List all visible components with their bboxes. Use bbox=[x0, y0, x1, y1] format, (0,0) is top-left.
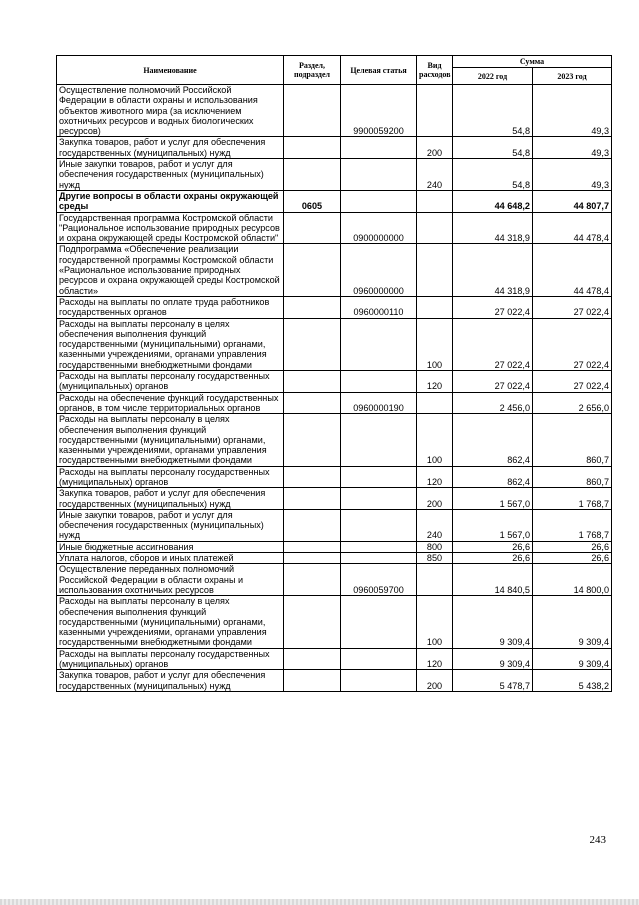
cell-sum-2022: 1 567,0 bbox=[453, 488, 533, 510]
table-row bbox=[57, 190, 612, 212]
footer-strip bbox=[0, 899, 639, 905]
table-row bbox=[57, 509, 612, 541]
cell-name: Осуществление переданных полномочий Российской Федерации в области охраны и использования охотничьих ресурсов bbox=[57, 564, 284, 596]
cell-name: Государственная программа Костромской области "Рациональное использование природных ресурсов и охрана окружающей среды Костромской области" bbox=[57, 212, 284, 244]
cell-sum-2023: 26,6 bbox=[533, 541, 612, 552]
cell-name: Уплата налогов, сборов и иных платежей bbox=[57, 553, 284, 564]
cell-name: Закупка товаров, работ и услуг для обеспечения государственных (муниципальных) нужд bbox=[57, 488, 284, 510]
header-sum: Сумма bbox=[453, 56, 612, 68]
cell-name: Закупка товаров, работ и услуг для обеспечения государственных (муниципальных) нужд bbox=[57, 670, 284, 692]
table-row bbox=[57, 596, 612, 648]
table-row bbox=[57, 137, 612, 159]
table-row bbox=[57, 212, 612, 244]
cell-sum-2022: 14 840,5 bbox=[453, 564, 533, 596]
budget-table bbox=[56, 55, 612, 692]
cell-section bbox=[284, 414, 341, 466]
cell-article: 0960000110 bbox=[341, 296, 417, 318]
cell-article bbox=[341, 488, 417, 510]
cell-section bbox=[284, 212, 341, 244]
cell-section bbox=[284, 670, 341, 692]
header-section: Раздел, подраздел bbox=[284, 56, 341, 85]
cell-section bbox=[284, 244, 341, 296]
cell-article bbox=[341, 648, 417, 670]
cell-name: Расходы на выплаты по оплате труда работников государственных органов bbox=[57, 296, 284, 318]
cell-section bbox=[284, 488, 341, 510]
cell-name: Иные закупки товаров, работ и услуг для обеспечения государственных (муниципальных) нужд bbox=[57, 509, 284, 541]
cell-sum-2023: 44 807,7 bbox=[533, 190, 612, 212]
cell-sum-2022: 54,8 bbox=[453, 85, 533, 137]
cell-expense-type bbox=[417, 564, 453, 596]
cell-section bbox=[284, 509, 341, 541]
cell-sum-2022: 862,4 bbox=[453, 414, 533, 466]
cell-sum-2023: 860,7 bbox=[533, 414, 612, 466]
cell-name: Расходы на выплаты персоналу государственных (муниципальных) органов bbox=[57, 466, 284, 488]
cell-section bbox=[284, 159, 341, 191]
cell-sum-2023: 44 478,4 bbox=[533, 244, 612, 296]
cell-sum-2023: 5 438,2 bbox=[533, 670, 612, 692]
cell-expense-type: 120 bbox=[417, 466, 453, 488]
cell-sum-2023: 44 478,4 bbox=[533, 212, 612, 244]
cell-sum-2023: 27 022,4 bbox=[533, 296, 612, 318]
cell-sum-2022: 9 309,4 bbox=[453, 596, 533, 648]
cell-name: Расходы на выплаты персоналу в целях обеспечения выполнения функций государственными (муниципальными) органами, казенными учреждениями, органами управления государственными внебюджетными фондами bbox=[57, 414, 284, 466]
cell-expense-type: 800 bbox=[417, 541, 453, 552]
table-row bbox=[57, 466, 612, 488]
header-year-2022: 2022 год bbox=[453, 68, 533, 85]
cell-expense-type: 100 bbox=[417, 318, 453, 370]
cell-expense-type: 240 bbox=[417, 509, 453, 541]
table-row bbox=[57, 318, 612, 370]
cell-name: Иные закупки товаров, работ и услуг для обеспечения государственных (муниципальных) нужд bbox=[57, 159, 284, 191]
cell-article: 0960000000 bbox=[341, 244, 417, 296]
cell-sum-2023: 27 022,4 bbox=[533, 371, 612, 393]
cell-sum-2023: 9 309,4 bbox=[533, 596, 612, 648]
cell-article bbox=[341, 466, 417, 488]
cell-article bbox=[341, 159, 417, 191]
cell-section bbox=[284, 318, 341, 370]
table-row bbox=[57, 564, 612, 596]
cell-article bbox=[341, 541, 417, 552]
cell-expense-type: 200 bbox=[417, 137, 453, 159]
cell-expense-type: 120 bbox=[417, 648, 453, 670]
cell-sum-2022: 26,6 bbox=[453, 541, 533, 552]
cell-expense-type bbox=[417, 392, 453, 414]
table-row bbox=[57, 488, 612, 510]
cell-sum-2022: 27 022,4 bbox=[453, 371, 533, 393]
cell-expense-type: 100 bbox=[417, 414, 453, 466]
cell-section bbox=[284, 541, 341, 552]
cell-expense-type: 100 bbox=[417, 596, 453, 648]
cell-sum-2022: 44 648,2 bbox=[453, 190, 533, 212]
cell-section bbox=[284, 466, 341, 488]
cell-section bbox=[284, 85, 341, 137]
cell-article bbox=[341, 553, 417, 564]
cell-expense-type: 200 bbox=[417, 670, 453, 692]
cell-section bbox=[284, 596, 341, 648]
cell-article bbox=[341, 509, 417, 541]
header-year-2023: 2023 год bbox=[533, 68, 612, 85]
cell-sum-2022: 54,8 bbox=[453, 159, 533, 191]
cell-sum-2022: 54,8 bbox=[453, 137, 533, 159]
table-row bbox=[57, 392, 612, 414]
cell-sum-2022: 44 318,9 bbox=[453, 244, 533, 296]
header-expense-type: Вид расходов bbox=[417, 56, 453, 85]
cell-name: Расходы на выплаты персоналу в целях обеспечения выполнения функций государственными (муниципальными) органами, казенными учреждениями, органами управления государственными внебюджетными фондами bbox=[57, 596, 284, 648]
cell-name: Расходы на выплаты персоналу государственных (муниципальных) органов bbox=[57, 371, 284, 393]
cell-article bbox=[341, 190, 417, 212]
cell-sum-2022: 2 456,0 bbox=[453, 392, 533, 414]
cell-sum-2023: 2 656,0 bbox=[533, 392, 612, 414]
cell-article bbox=[341, 371, 417, 393]
cell-sum-2023: 9 309,4 bbox=[533, 648, 612, 670]
table-row bbox=[57, 296, 612, 318]
cell-expense-type bbox=[417, 190, 453, 212]
cell-sum-2022: 26,6 bbox=[453, 553, 533, 564]
cell-article: 0960000190 bbox=[341, 392, 417, 414]
cell-sum-2022: 1 567,0 bbox=[453, 509, 533, 541]
cell-article bbox=[341, 670, 417, 692]
cell-section bbox=[284, 392, 341, 414]
cell-article: 0900000000 bbox=[341, 212, 417, 244]
cell-name: Осуществление полномочий Российской Федерации в области охраны и использования объектов животного мира (за исключением охотничьих ресурсов и водных биологических ресурсов) bbox=[57, 85, 284, 137]
cell-article bbox=[341, 414, 417, 466]
table-row bbox=[57, 159, 612, 191]
cell-sum-2023: 27 022,4 bbox=[533, 318, 612, 370]
header-name: Наименование bbox=[57, 56, 284, 85]
table-row bbox=[57, 85, 612, 137]
cell-expense-type bbox=[417, 212, 453, 244]
cell-section bbox=[284, 296, 341, 318]
cell-sum-2023: 26,6 bbox=[533, 553, 612, 564]
cell-expense-type: 120 bbox=[417, 371, 453, 393]
cell-article bbox=[341, 318, 417, 370]
table-row bbox=[57, 414, 612, 466]
cell-article: 0960059700 bbox=[341, 564, 417, 596]
table-row bbox=[57, 553, 612, 564]
cell-article bbox=[341, 137, 417, 159]
page-number: 243 bbox=[589, 834, 606, 846]
cell-section bbox=[284, 137, 341, 159]
cell-section: 0605 bbox=[284, 190, 341, 212]
cell-name: Расходы на выплаты персоналу государственных (муниципальных) органов bbox=[57, 648, 284, 670]
cell-expense-type bbox=[417, 296, 453, 318]
cell-sum-2023: 49,3 bbox=[533, 85, 612, 137]
cell-section bbox=[284, 564, 341, 596]
table-row bbox=[57, 244, 612, 296]
cell-sum-2023: 14 800,0 bbox=[533, 564, 612, 596]
cell-expense-type bbox=[417, 85, 453, 137]
cell-sum-2022: 862,4 bbox=[453, 466, 533, 488]
table-row bbox=[57, 541, 612, 552]
cell-sum-2022: 27 022,4 bbox=[453, 318, 533, 370]
table-row bbox=[57, 371, 612, 393]
cell-name: Расходы на выплаты персоналу в целях обеспечения выполнения функций государственными (муниципальными) органами, казенными учреждениями, органами управления государственными внебюджетными фондами bbox=[57, 318, 284, 370]
cell-section bbox=[284, 371, 341, 393]
cell-sum-2023: 1 768,7 bbox=[533, 488, 612, 510]
cell-sum-2022: 9 309,4 bbox=[453, 648, 533, 670]
cell-sum-2023: 49,3 bbox=[533, 137, 612, 159]
cell-article bbox=[341, 596, 417, 648]
cell-expense-type: 850 bbox=[417, 553, 453, 564]
cell-article: 9900059200 bbox=[341, 85, 417, 137]
cell-expense-type bbox=[417, 244, 453, 296]
cell-sum-2022: 44 318,9 bbox=[453, 212, 533, 244]
cell-sum-2023: 860,7 bbox=[533, 466, 612, 488]
cell-expense-type: 240 bbox=[417, 159, 453, 191]
table-row bbox=[57, 648, 612, 670]
cell-sum-2022: 27 022,4 bbox=[453, 296, 533, 318]
table-row bbox=[57, 670, 612, 692]
cell-sum-2023: 49,3 bbox=[533, 159, 612, 191]
cell-name: Расходы на обеспечение функций государственных органов, в том числе территориальных органов bbox=[57, 392, 284, 414]
cell-expense-type: 200 bbox=[417, 488, 453, 510]
cell-name: Иные бюджетные ассигнования bbox=[57, 541, 284, 552]
cell-name: Подпрограмма «Обеспечение реализации государственной программы Костромской области «Рациональное использование природных ресурсов и охрана окружающей среды Костромской области» bbox=[57, 244, 284, 296]
cell-sum-2022: 5 478,7 bbox=[453, 670, 533, 692]
cell-section bbox=[284, 553, 341, 564]
table-body bbox=[57, 85, 612, 692]
cell-section bbox=[284, 648, 341, 670]
cell-name: Другие вопросы в области охраны окружающей среды bbox=[57, 190, 284, 212]
cell-sum-2023: 1 768,7 bbox=[533, 509, 612, 541]
header-article: Целевая статья bbox=[341, 56, 417, 85]
cell-name: Закупка товаров, работ и услуг для обеспечения государственных (муниципальных) нужд bbox=[57, 137, 284, 159]
